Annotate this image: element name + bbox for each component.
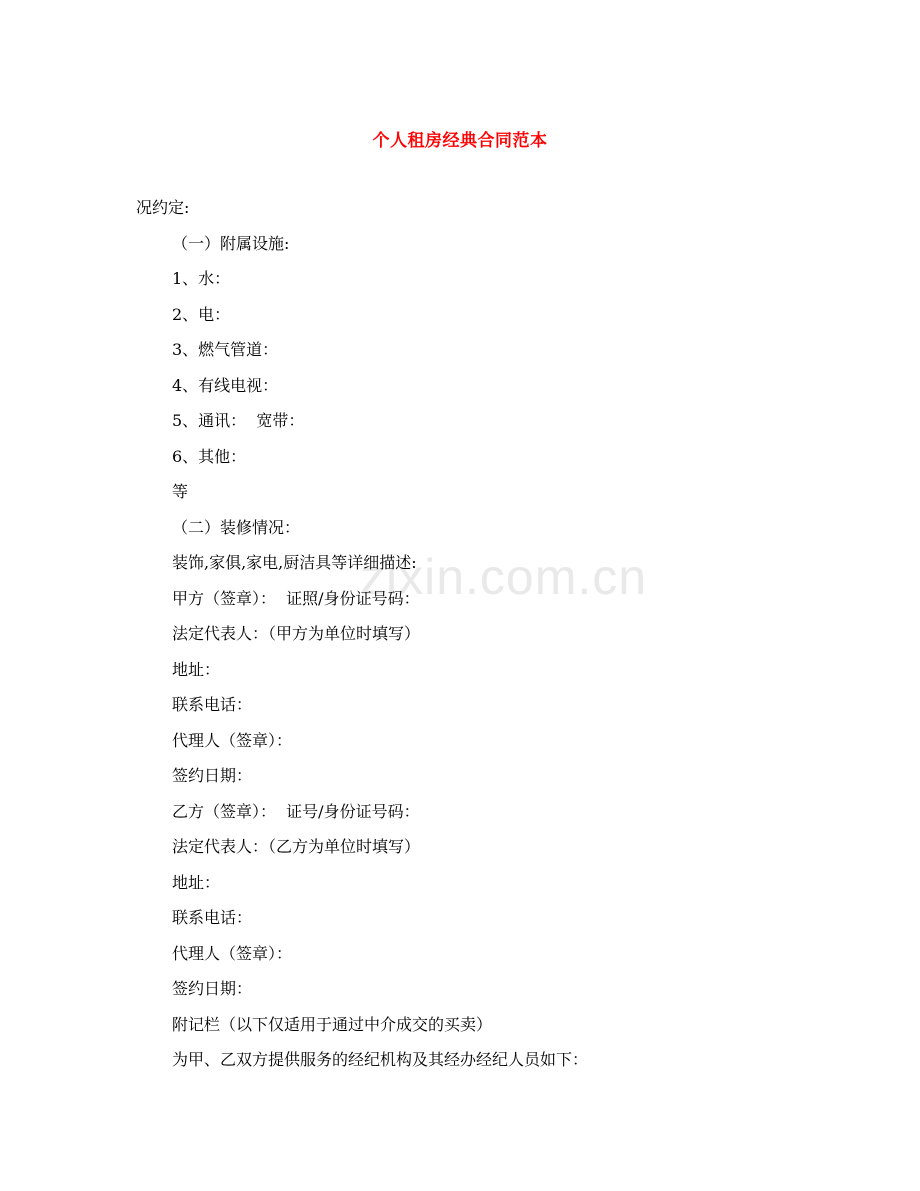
- text-line: 3、燃气管道：: [172, 340, 279, 359]
- text-line: 2、电：: [172, 304, 231, 324]
- text-line: 代理人（签章）：: [172, 943, 293, 963]
- text-line: 法定代表人：（乙方为单位时填写）: [172, 837, 421, 856]
- text-line: 联系电话：: [172, 695, 253, 714]
- text-line: 签约日期：: [172, 979, 253, 998]
- text-line: 法定代表人：（甲方为单位时填写）: [172, 624, 421, 643]
- text-line: 6、其他：: [172, 446, 247, 466]
- text-line: 代理人（签章）：: [172, 730, 293, 750]
- document-title: 个人租房经典合同范本: [372, 131, 548, 151]
- text-line: 地址：: [172, 659, 221, 679]
- text-line: 况约定:: [136, 198, 190, 217]
- text-line: 1、水：: [172, 269, 231, 288]
- text-line: 5、通讯： 宽带：: [172, 411, 305, 430]
- document-body: [0, 196, 920, 1084]
- text-line: 4、有线电视：: [172, 375, 279, 395]
- text-line: 附记栏（以下仅适用于通过中介成交的买卖）: [172, 1014, 493, 1034]
- text-line: 联系电话：: [172, 908, 253, 927]
- text-line: 地址：: [172, 872, 221, 892]
- text-line: 为甲、乙双方提供服务的经纪机构及其经办经纪人员如下：: [172, 1050, 589, 1069]
- text-line: 签约日期：: [172, 766, 253, 785]
- text-line: 装饰,家俱,家电,厨洁具等详细描述:: [172, 553, 417, 572]
- text-line: 乙方（签章）： 证号/身份证号码：: [172, 801, 420, 821]
- text-line: 等: [172, 482, 189, 501]
- text-line: 甲方（签章）： 证照/身份证号码：: [172, 588, 420, 608]
- watermark: zixin.com.cn: [360, 549, 648, 605]
- text-line: （二）装修情况：: [172, 517, 301, 537]
- text-line: （一）附属设施:: [172, 233, 290, 253]
